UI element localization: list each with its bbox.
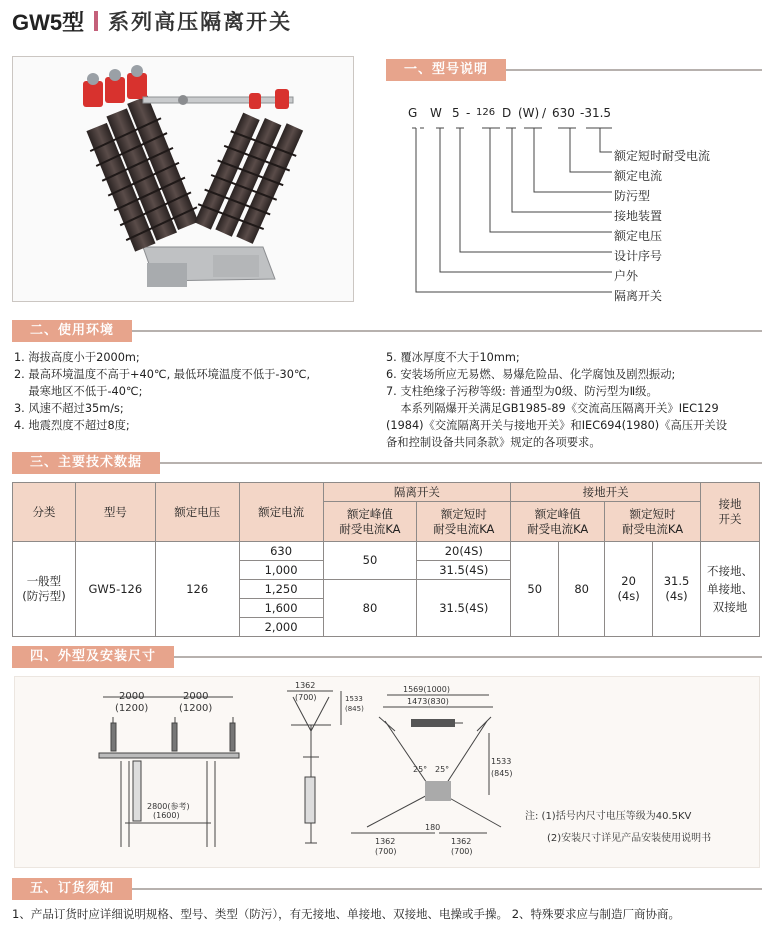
dim-845-v: (845) — [345, 705, 364, 713]
th-earth-switch: 接地 开关 — [701, 483, 760, 542]
env-item: 7. 支柱绝缘子污秽等级: 普通型为0级、防污型为Ⅱ级。 — [386, 385, 658, 398]
env-right — [386, 349, 766, 451]
dim-25b: 25° — [435, 765, 450, 774]
env-item: 本系列隔爆开关满足GB1985-89《交流高压隔离开关》IEC129 — [386, 402, 719, 415]
env-item: 最寒地区不低于-40℃; — [14, 385, 143, 398]
th-isolating: 隔离开关 — [323, 483, 511, 502]
dim-1533-r: 1533 — [491, 757, 512, 766]
th-iso-short: 额定短时 耐受电流KA — [417, 502, 511, 542]
table-header-row — [13, 483, 760, 502]
tech-data-table — [12, 482, 760, 637]
cell-earth-peak: 50 — [511, 542, 559, 637]
code-label-design-no: 设计序号 — [614, 249, 663, 263]
section-environment — [12, 320, 762, 342]
cell-earth-types: 不接地、 单接地、 双接地 — [701, 542, 760, 637]
th-earth-short: 额定短时 耐受电流KA — [605, 502, 701, 542]
cell-iso-peak: 80 — [323, 580, 417, 637]
cell-current: 1,000 — [239, 561, 323, 580]
section-order — [12, 878, 762, 900]
section-label: 五、订货须知 — [12, 878, 132, 900]
section-label: 一、型号说明 — [386, 59, 506, 81]
env-item: 4. 地震烈度不超过8度; — [14, 419, 130, 432]
th-earth-peak: 额定峰值 耐受电流KA — [511, 502, 605, 542]
code-g: G — [408, 106, 418, 120]
dim-700-left: (700) — [375, 847, 397, 856]
section-rule — [174, 656, 762, 658]
th-model: 型号 — [75, 483, 155, 542]
dim-1200a: (1200) — [115, 703, 149, 714]
table-row — [13, 542, 760, 561]
dim-25a: 25° — [413, 765, 428, 774]
env-item: 3. 风速不超过35m/s; — [14, 402, 124, 415]
cell-iso-short: 31.5(4S) — [417, 580, 511, 637]
th-earthing: 接地开关 — [511, 483, 701, 502]
code-31-5: -31.5 — [580, 106, 612, 120]
code-label-isolator: 隔离开关 — [614, 289, 663, 303]
env-item: (1984)《交流隔离开关与接地开关》和IEC694(1980)《高压开关设 — [386, 419, 727, 432]
cell-voltage: 126 — [155, 542, 239, 637]
dim-1473: 1473(830) — [407, 697, 449, 706]
section-rule — [506, 69, 762, 71]
code-w-pollution: (W) — [518, 106, 540, 120]
code-slash: / — [542, 106, 547, 120]
dim-2000a: 2000 — [119, 691, 145, 702]
th-current: 额定电流 — [239, 483, 323, 542]
cell-earth-short: 31.5 (4s) — [653, 542, 701, 637]
cell-earth-short: 20 (4s) — [605, 542, 653, 637]
section-label: 三、主要技术数据 — [12, 452, 160, 474]
section-model-desc — [386, 59, 762, 81]
env-item: 备和控制设备共同条款》规定的各项要求。 — [386, 436, 601, 449]
section-rule — [132, 888, 762, 890]
env-item: 5. 覆冰厚度不大于10mm; — [386, 351, 520, 364]
dim-845-r: (845) — [491, 769, 513, 778]
dimension-drawing — [14, 676, 760, 868]
cell-iso-short: 31.5(4S) — [417, 561, 511, 580]
product-photo — [12, 56, 354, 302]
dim-1600: (1600) — [153, 811, 180, 820]
cell-iso-short: 20(4S) — [417, 542, 511, 561]
drawing-note-1: 注: (1)括号内尺寸电压等级为40.5KV — [525, 811, 692, 822]
section-tech-data — [12, 452, 762, 474]
code-d: D — [502, 106, 512, 120]
cell-current: 1,250 — [239, 580, 323, 599]
th-voltage: 额定电压 — [155, 483, 239, 542]
code-label-short-time: 额定短时耐受电流 — [614, 149, 711, 163]
code-label-rated-current: 额定电流 — [614, 169, 663, 183]
section-label: 二、使用环境 — [12, 320, 132, 342]
section-rule — [132, 330, 762, 332]
cell-category: 一般型 (防污型) — [13, 542, 76, 637]
env-item: 6. 安装场所应无易燃、易爆危险品、化学腐蚀及剧烈振动; — [386, 368, 676, 381]
code-630: 630 — [552, 106, 575, 120]
code-dash: - — [466, 106, 471, 120]
code-label-anti-pollution: 防污型 — [614, 189, 651, 203]
section-label: 四、外型及安装尺寸 — [12, 646, 174, 668]
env-item: 1. 海拔高度小于2000m; — [14, 351, 140, 364]
section-rule — [160, 462, 762, 464]
title-divider — [94, 11, 98, 31]
cell-iso-peak: 50 — [323, 542, 417, 580]
code-label-outdoor: 户外 — [614, 269, 639, 283]
dim-2800: 2800(参考) — [147, 802, 190, 811]
order-text: 1、产品订货时应详细说明规格、型号、类型（防污），有无接地、单接地、双接地、电操或手操。 2、特殊要求应与制造厂商协商。 — [12, 907, 681, 921]
code-leader-lines — [400, 122, 630, 302]
env-left — [14, 349, 384, 434]
drawing-note-2: (2)安装尺寸详见产品安装使用说明书 — [547, 833, 712, 844]
section-dimensions — [12, 646, 762, 668]
dim-1362-left: 1362 — [375, 837, 396, 846]
dim-1362-top: 1362 — [295, 681, 316, 690]
code-label-rated-voltage: 额定电压 — [614, 229, 663, 243]
th-category: 分类 — [13, 483, 76, 542]
cell-earth-peak: 80 — [559, 542, 605, 637]
code-label-earthing: 接地装置 — [614, 209, 663, 223]
dim-700-top: (700) — [295, 693, 317, 702]
page-title — [12, 6, 292, 36]
dim-1533-v: 1533 — [345, 695, 363, 703]
dim-180: 180 — [425, 823, 441, 832]
dim-1569: 1569(1000) — [403, 685, 450, 694]
env-item: 2. 最高环境温度不高于+40℃, 最低环境温度不低于-30℃, — [14, 368, 311, 381]
th-iso-peak: 额定峰值 耐受电流KA — [323, 502, 417, 542]
code-5: 5 — [452, 106, 460, 120]
cell-model: GW5-126 — [75, 542, 155, 637]
code-w: W — [430, 106, 442, 120]
title-model: GW5型 — [12, 9, 85, 35]
dim-2000b: 2000 — [183, 691, 209, 702]
dim-1200b: (1200) — [179, 703, 213, 714]
dim-700-right: (700) — [451, 847, 473, 856]
cell-current: 1,600 — [239, 599, 323, 618]
code-126: 126 — [476, 107, 496, 118]
dim-1362-right: 1362 — [451, 837, 472, 846]
switch-illustration — [13, 57, 353, 301]
title-name: 系列高压隔离开关 — [108, 10, 293, 34]
cell-current: 630 — [239, 542, 323, 561]
cell-current: 2,000 — [239, 618, 323, 637]
